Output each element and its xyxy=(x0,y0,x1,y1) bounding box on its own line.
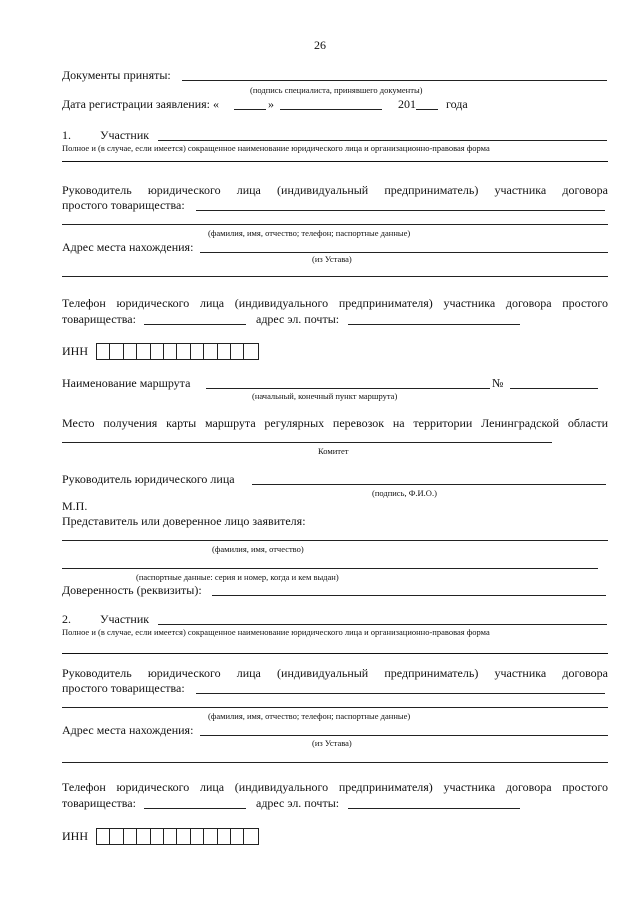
participant-1-address-caption: (из Устава) xyxy=(312,254,352,264)
registration-month-field[interactable] xyxy=(280,109,382,110)
representative-name-field[interactable] xyxy=(62,540,608,541)
participant-1-entity-caption: Полное и (в случае, если имеется) сокращенное наименование юридического лица и организационно-правовая форма xyxy=(62,143,490,153)
route-number-field[interactable] xyxy=(510,388,598,389)
participant-1-name-underline[interactable] xyxy=(62,161,608,162)
participant-2-entity-caption: Полное и (в случае, если имеется) сокращенное наименование юридического лица и организационно-правовая форма xyxy=(62,627,490,637)
participant-2-label: Участник xyxy=(100,612,150,626)
participant-1-label: Участник xyxy=(100,128,150,142)
participant-2-address-field[interactable] xyxy=(200,735,608,736)
inn-cell[interactable] xyxy=(204,344,217,359)
participant-1-name-field[interactable] xyxy=(158,140,607,141)
route-name-field[interactable] xyxy=(206,388,490,389)
inn-cell[interactable] xyxy=(151,829,164,844)
participant-2-address-caption: (из Устава) xyxy=(312,738,352,748)
inn-cell[interactable] xyxy=(137,829,150,844)
head-signature-caption: (подпись, Ф.И.О.) xyxy=(372,488,437,498)
participant-2-address-field-2[interactable] xyxy=(62,762,608,763)
participant-2-address-label: Адрес места нахождения: xyxy=(62,723,194,737)
participant-2-phone-line2: товарищества: xyxy=(62,796,136,810)
participant-1-inn-field[interactable] xyxy=(96,343,259,360)
registration-year-suffix: года xyxy=(446,97,468,111)
inn-cell[interactable] xyxy=(244,344,257,359)
participant-1-inn-label: ИНН xyxy=(62,344,88,358)
participant-2-head-line2: простого товарищества: xyxy=(62,681,185,695)
representative-passport-caption: (паспортные данные: серия и номер, когда и кем выдан) xyxy=(136,572,339,582)
power-of-attorney-field[interactable] xyxy=(212,595,606,596)
participant-1-address-label: Адрес места нахождения: xyxy=(62,240,194,254)
participant-2-head-caption: (фамилия, имя, отчество; телефон; паспортные данные) xyxy=(208,711,411,721)
docs-accepted-label: Документы приняты: xyxy=(62,68,171,82)
specialist-caption: (подпись специалиста, принявшего документы) xyxy=(250,85,423,95)
head-signature-field[interactable] xyxy=(252,484,606,485)
registration-day-field[interactable] xyxy=(234,109,266,110)
inn-cell[interactable] xyxy=(110,829,123,844)
participant-2-inn-field[interactable] xyxy=(96,828,259,845)
card-place-field[interactable] xyxy=(62,442,552,443)
participant-2-head-field-2[interactable] xyxy=(62,707,608,708)
participant-1-address-field-2[interactable] xyxy=(62,276,608,277)
card-place-caption: Комитет xyxy=(318,446,349,456)
card-place-text: Место получения карты маршрута регулярных перевозок на территории Ленинградской области xyxy=(62,416,608,430)
power-of-attorney-label: Доверенность (реквизиты): xyxy=(62,583,202,597)
inn-cell[interactable] xyxy=(218,829,231,844)
participant-2-phone-field[interactable] xyxy=(144,808,246,809)
route-number-sign: № xyxy=(492,376,504,390)
inn-cell[interactable] xyxy=(164,344,177,359)
inn-cell[interactable] xyxy=(110,344,123,359)
inn-cell[interactable] xyxy=(231,344,244,359)
participant-2-inn-label: ИНН xyxy=(62,829,88,843)
inn-cell[interactable] xyxy=(124,829,137,844)
stamp-label: М.П. xyxy=(62,499,88,513)
inn-cell[interactable] xyxy=(244,829,257,844)
inn-cell[interactable] xyxy=(151,344,164,359)
participant-1-phone-line2: товарищества: xyxy=(62,312,136,326)
participant-1-head-field[interactable] xyxy=(196,210,605,211)
participant-1-phone-line1: Телефон юридического лица (индивидуального предпринимателя) участника договора простого xyxy=(62,296,608,310)
route-caption: (начальный, конечный пункт маршрута) xyxy=(252,391,398,401)
participant-1-email-field[interactable] xyxy=(348,324,520,325)
participant-2-number: 2. xyxy=(62,612,71,626)
inn-cell[interactable] xyxy=(218,344,231,359)
inn-cell[interactable] xyxy=(204,829,217,844)
participant-2-name-field[interactable] xyxy=(158,624,607,625)
participant-1-address-field[interactable] xyxy=(200,252,608,253)
participant-2-phone-line1: Телефон юридического лица (индивидуального предпринимателя) участника договора простого xyxy=(62,780,608,794)
inn-cell[interactable] xyxy=(164,829,177,844)
registration-date-label: Дата регистрации заявления: « xyxy=(62,97,220,111)
participant-1-email-label: адрес эл. почты: xyxy=(256,312,340,326)
participant-1-head-line2: простого товарищества: xyxy=(62,198,185,212)
participant-2-email-field[interactable] xyxy=(348,808,520,809)
participant-1-phone-field[interactable] xyxy=(144,324,246,325)
representative-label: Представитель или доверенное лицо заявителя: xyxy=(62,514,306,528)
inn-cell[interactable] xyxy=(191,829,204,844)
participant-1-head-line1: Руководитель юридического лица (индивидуальный предприниматель) участника договора xyxy=(62,183,608,197)
representative-name-caption: (фамилия, имя, отчество) xyxy=(212,544,304,554)
inn-cell[interactable] xyxy=(191,344,204,359)
participant-1-head-caption: (фамилия, имя, отчество; телефон; паспортные данные) xyxy=(208,228,411,238)
page-number: 26 xyxy=(314,38,326,52)
inn-cell[interactable] xyxy=(97,829,110,844)
participant-1-number: 1. xyxy=(62,128,71,142)
representative-passport-field[interactable] xyxy=(62,568,598,569)
head-signature-label: Руководитель юридического лица xyxy=(62,472,235,486)
participant-2-head-line1: Руководитель юридического лица (индивидуальный предприниматель) участника договора xyxy=(62,666,608,680)
participant-2-name-underline[interactable] xyxy=(62,653,608,654)
registration-year-prefix: 201 xyxy=(398,97,416,111)
registration-quote-close: » xyxy=(268,97,274,111)
inn-cell[interactable] xyxy=(231,829,244,844)
inn-cell[interactable] xyxy=(137,344,150,359)
route-label: Наименование маршрута xyxy=(62,376,191,390)
inn-cell[interactable] xyxy=(97,344,110,359)
docs-accepted-signature-line[interactable] xyxy=(182,80,607,81)
participant-1-head-field-2[interactable] xyxy=(62,224,608,225)
inn-cell[interactable] xyxy=(124,344,137,359)
registration-year-field[interactable] xyxy=(416,109,438,110)
participant-2-email-label: адрес эл. почты: xyxy=(256,796,340,810)
participant-2-head-field[interactable] xyxy=(196,693,605,694)
inn-cell[interactable] xyxy=(177,829,190,844)
inn-cell[interactable] xyxy=(177,344,190,359)
